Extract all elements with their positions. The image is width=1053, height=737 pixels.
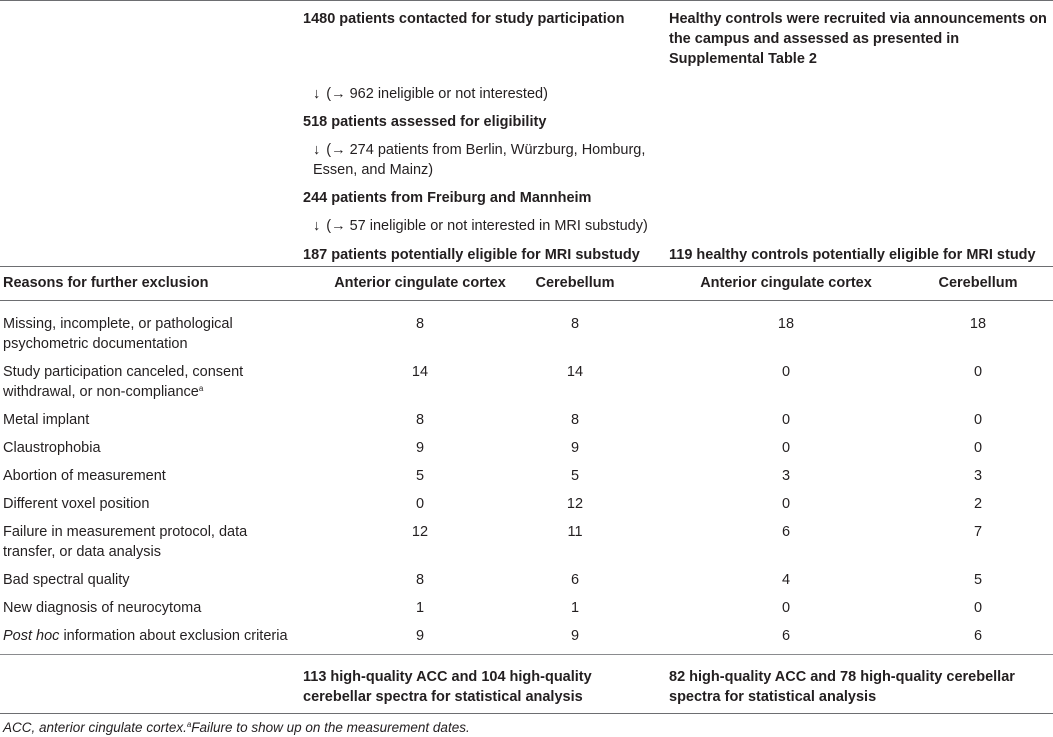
step2-note: (→ 274 patients from Berlin, Würzburg, Homburg, Essen, and Mainz) (313, 142, 646, 178)
row-label: Different voxel position (3, 496, 150, 512)
header-bottom-rule (0, 300, 1053, 301)
summary-controls: 82 high-quality ACC and 78 high-quality cerebellar spectra for statistical analysis (669, 669, 1015, 705)
cell-controls-acc: 0 (781, 600, 791, 616)
row-label: Study participation canceled, consent withdrawal, or non-compliance$^a$ (3, 364, 244, 400)
cell-patients-cerebellum: 12 (566, 496, 584, 512)
cell-patients-cerebellum: 8 (570, 412, 580, 428)
flow-step-2 (313, 140, 653, 180)
cell-patients-acc: 9 (415, 628, 425, 644)
table-bottom-rule (0, 713, 1053, 714)
row-label: Post hoc information about exclusion criteria (3, 628, 288, 644)
header-patients-cerebellum: Cerebellum (535, 275, 615, 291)
down-arrow-icon: ↓ (313, 86, 321, 102)
flow-step-3 (313, 216, 648, 236)
row-label: Metal implant (3, 412, 90, 428)
cell-controls-acc: 6 (781, 524, 791, 540)
step1-note: (→ 962 ineligible or not interested) (326, 86, 548, 102)
table-footnote: ACC, anterior cingulate cortex.$^a$Failure to show up on the measurement dates. (3, 720, 470, 735)
patients-freiburg: 244 patients from Freiburg and Mannheim (303, 190, 592, 206)
cell-controls-cerebellum: 5 (973, 572, 983, 588)
top-rule (0, 0, 1053, 1)
cell-controls-acc: 0 (781, 412, 791, 428)
cell-controls-acc: 3 (781, 468, 791, 484)
cell-patients-acc: 8 (415, 412, 425, 428)
flow-step-1 (313, 84, 548, 104)
down-arrow-icon: ↓ (313, 218, 321, 234)
cell-controls-acc: 0 (781, 440, 791, 456)
cell-controls-acc: 18 (777, 316, 795, 332)
footnote-marker: a (198, 384, 204, 393)
controls-eligible: 119 healthy controls potentially eligible for MRI study (669, 247, 1036, 263)
cell-patients-acc: 5 (415, 468, 425, 484)
header-reasons: Reasons for further exclusion (3, 275, 209, 291)
cell-patients-acc: 8 (415, 316, 425, 332)
header-patients-acc: Anterior cingulate cortex (334, 275, 506, 291)
cell-controls-cerebellum: 0 (973, 600, 983, 616)
cell-patients-cerebellum: 9 (570, 440, 580, 456)
row-label: New diagnosis of neurocytoma (3, 600, 202, 616)
cell-controls-cerebellum: 18 (969, 316, 987, 332)
patients-eligible: 187 patients potentially eligible for MRI substudy (303, 247, 640, 263)
cell-patients-acc: 12 (411, 524, 429, 540)
cell-controls-acc: 0 (781, 496, 791, 512)
row-label: Failure in measurement protocol, data transfer, or data analysis (3, 524, 248, 560)
patients-assessed: 518 patients assessed for eligibility (303, 114, 547, 130)
cell-controls-cerebellum: 0 (973, 440, 983, 456)
patients-contacted: 1480 patients contacted for study participation (303, 11, 625, 27)
cell-controls-cerebellum: 2 (973, 496, 983, 512)
cell-patients-cerebellum: 1 (570, 600, 580, 616)
footnote-marker: a (186, 720, 192, 729)
cell-controls-acc: 0 (781, 364, 791, 380)
cell-controls-cerebellum: 0 (973, 364, 983, 380)
cell-patients-cerebellum: 8 (570, 316, 580, 332)
row-label: Abortion of measurement (3, 468, 166, 484)
header-controls-cerebellum: Cerebellum (938, 275, 1018, 291)
cell-patients-acc: 1 (415, 600, 425, 616)
summary-patients: 113 high-quality ACC and 104 high-quality cerebellar spectra for statistical analysis (303, 669, 592, 705)
cell-controls-cerebellum: 3 (973, 468, 983, 484)
summary-top-rule (0, 654, 1053, 655)
down-arrow-icon: ↓ (313, 142, 321, 158)
step3-note: (→ 57 ineligible or not interested in MRI substudy) (326, 218, 648, 234)
cell-patients-acc: 14 (411, 364, 429, 380)
cell-patients-acc: 9 (415, 440, 425, 456)
controls-recruited: Healthy controls were recruited via announcements on the campus and assessed as presented in Supplemental Table 2 (669, 11, 1047, 67)
cell-controls-acc: 4 (781, 572, 791, 588)
cell-controls-acc: 6 (781, 628, 791, 644)
cell-patients-cerebellum: 9 (570, 628, 580, 644)
cell-patients-cerebellum: 11 (567, 524, 583, 540)
cell-patients-acc: 0 (415, 496, 425, 512)
cell-patients-cerebellum: 6 (570, 572, 580, 588)
row-label: Bad spectral quality (3, 572, 130, 588)
cell-patients-acc: 8 (415, 572, 425, 588)
cell-controls-cerebellum: 7 (973, 524, 983, 540)
row-label: Claustrophobia (3, 440, 101, 456)
row-label: Missing, incomplete, or pathological psychometric documentation (3, 316, 233, 352)
header-controls-acc: Anterior cingulate cortex (700, 275, 872, 291)
cell-controls-cerebellum: 6 (973, 628, 983, 644)
cell-controls-cerebellum: 0 (973, 412, 983, 428)
cell-patients-cerebellum: 14 (566, 364, 584, 380)
header-top-rule (0, 266, 1053, 267)
cell-patients-cerebellum: 5 (570, 468, 580, 484)
